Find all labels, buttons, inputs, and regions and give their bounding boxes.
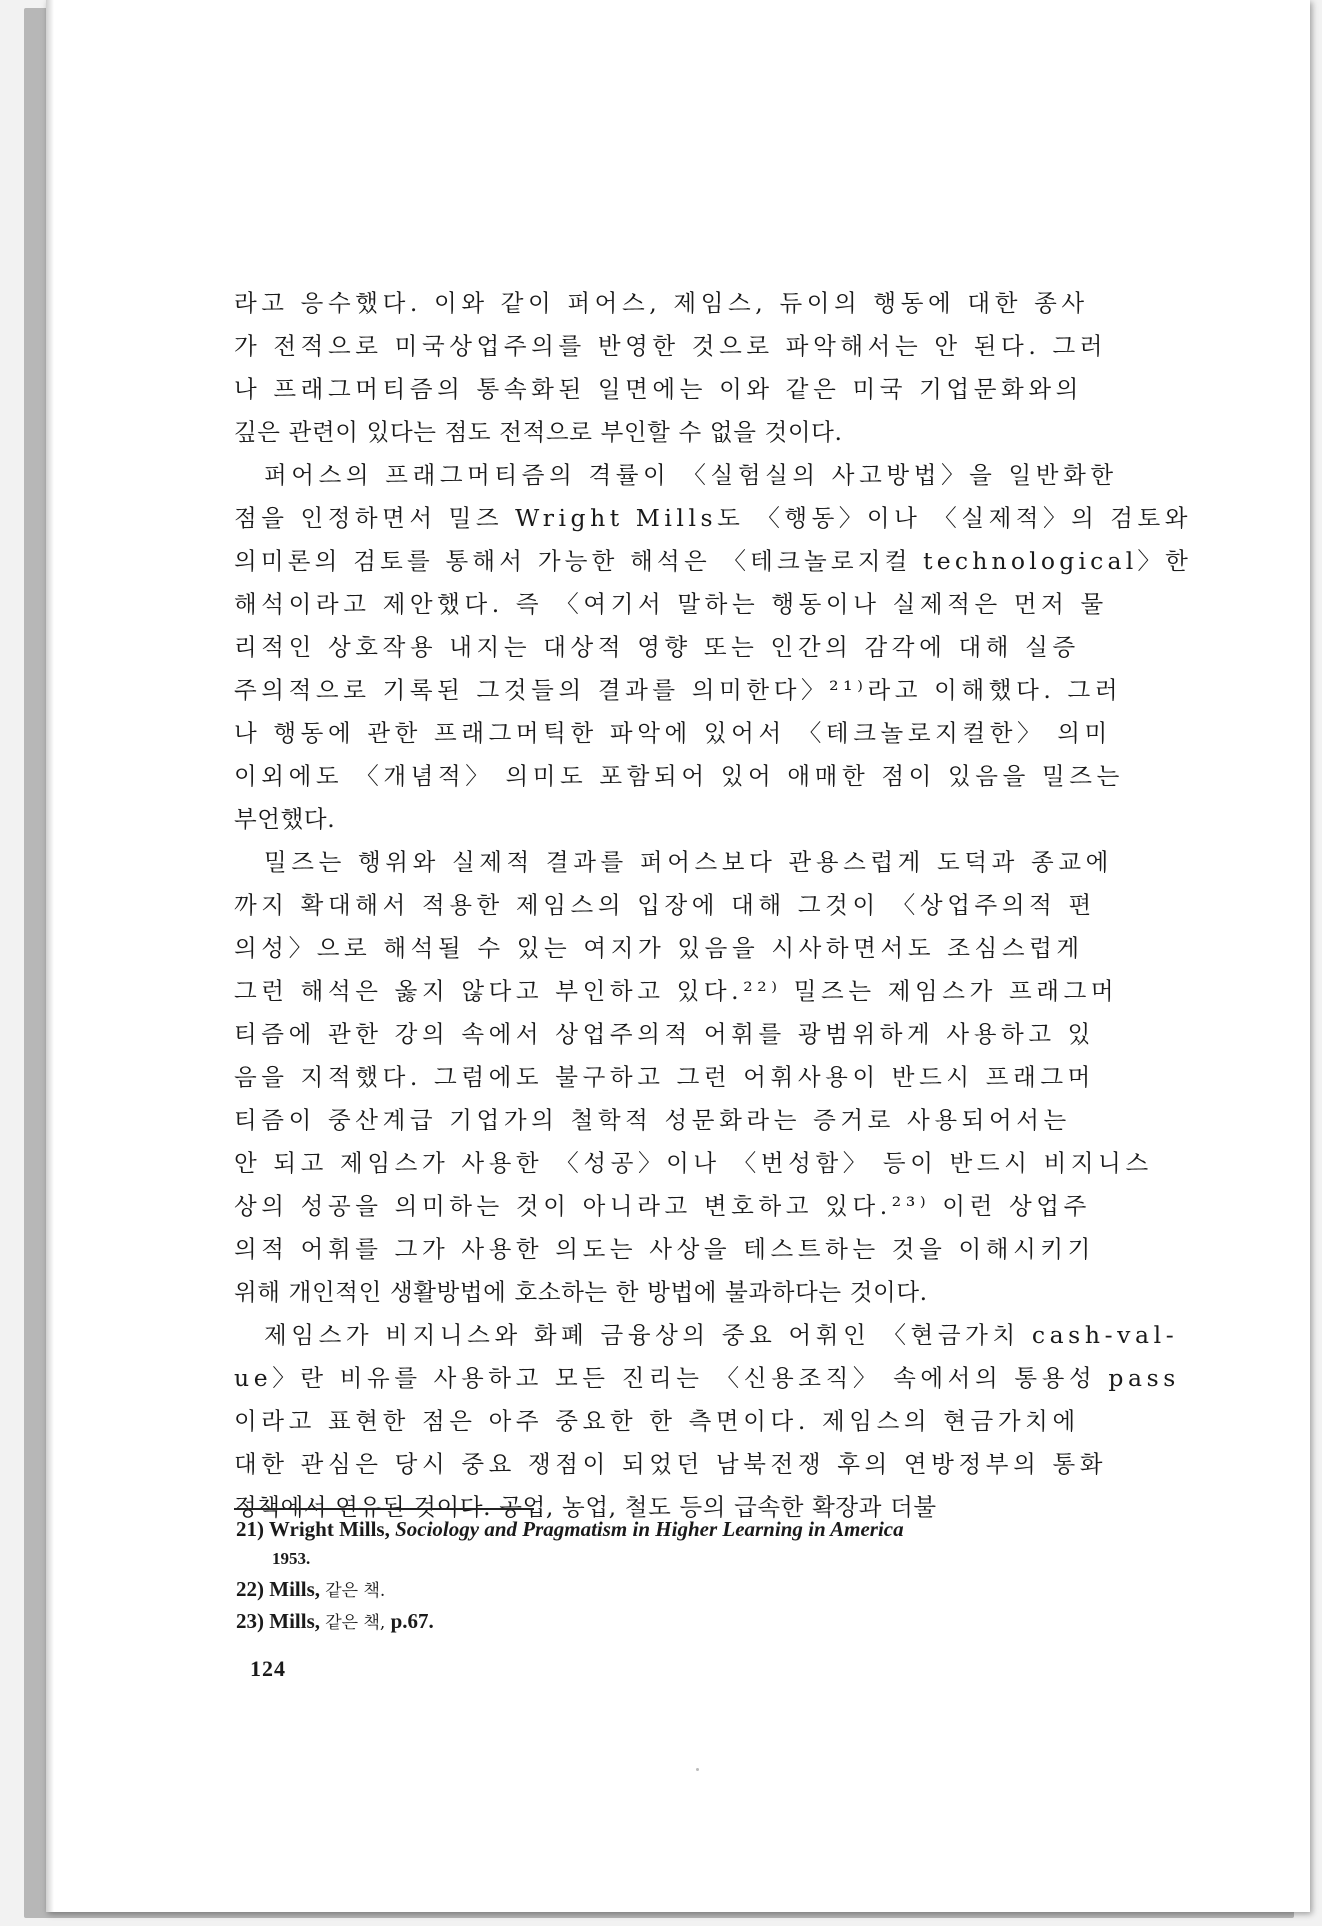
footnote-number: 23): [236, 1609, 264, 1633]
footnote-author: Mills,: [269, 1609, 320, 1633]
text-line: 티즘에 관한 강의 속에서 상업주의적 어휘를 광범위하게 사용하고 있: [234, 1020, 1095, 1048]
footnote-21: [236, 1514, 1196, 1544]
text-line: 깊은 관련이 있다는 점도 전적으로 부인할 수 없을 것이다.: [234, 418, 843, 446]
footnote-author: Wright Mills,: [268, 1517, 390, 1541]
footnote-ref: 같은 책,: [325, 1613, 386, 1633]
text-line: 티즘이 중산계급 기업가의 철학적 성문화라는 증거로 사용되어서는: [234, 1106, 1071, 1134]
footnote-ref: 같은 책.: [325, 1581, 386, 1601]
page-number: 124: [250, 1656, 286, 1681]
footnote-number: 21): [236, 1517, 264, 1541]
footnote-author: Mills,: [269, 1577, 320, 1601]
text-line: 안 되고 제임스가 사용한 〈성공〉이나 〈번성함〉 등이 반드시 비지니스: [234, 1149, 1153, 1177]
text-line: 위해 개인적인 생활방법에 호소하는 한 방법에 불과하다는 것이다.: [234, 1278, 928, 1306]
text-line: 그런 해석은 옳지 않다고 부인하고 있다.²²⁾ 밀즈는 제임스가 프래그머: [234, 977, 1119, 1005]
text-line: 점을 인정하면서 밀즈 Wright Mills도 〈행동〉이나 〈실제적〉의 검토와: [234, 504, 1192, 532]
footnotes: [236, 1514, 1196, 1638]
text-line: 부언했다.: [234, 805, 336, 833]
text-line: 라고 응수했다. 이와 같이 퍼어스, 제임스, 듀이의 행동에 대한 종사: [234, 289, 1089, 317]
text-line: 상의 성공을 의미하는 것이 아니라고 변호하고 있다.²³⁾ 이런 상업주: [234, 1192, 1091, 1220]
text-line: 대한 관심은 당시 중요 쟁점이 되었던 남북전쟁 후의 연방정부의 통화: [234, 1450, 1108, 1478]
paragraph: [234, 454, 1192, 841]
text-line: 리적인 상호작용 내지는 대상적 영향 또는 인간의 감각에 대해 실증: [234, 633, 1080, 661]
paper-speck: [696, 1768, 699, 1771]
footnote-title: Sociology and Pragmatism in Higher Learning in America: [395, 1517, 904, 1541]
text-line: ue〉란 비유를 사용하고 모든 진리는 〈신용조직〉 속에서의 통용성 pass: [234, 1364, 1180, 1392]
book-page: [46, 0, 1310, 1912]
paragraph: [234, 1314, 1192, 1529]
text-line: 나 프래그머티즘의 통속화된 일면에는 이와 같은 미국 기업문화와의: [234, 375, 1083, 403]
page-edge: [46, 0, 54, 1912]
body-text: [234, 282, 1192, 1529]
text-line: 까지 확대해서 적용한 제임스의 입장에 대해 그것이 〈상업주의적 편: [234, 891, 1096, 919]
text-line: 밀즈는 행위와 실제적 결과를 퍼어스보다 관용스럽게 도덕과 종교에: [264, 848, 1113, 876]
text-line: 의성〉으로 해석될 수 있는 여지가 있음을 시사하면서도 조심스럽게: [234, 934, 1084, 962]
text-line: 나 행동에 관한 프래그머틱한 파악에 있어서 〈테크놀로지컬한〉 의미: [234, 719, 1112, 747]
text-line: 퍼어스의 프래그머티즘의 격률이 〈실험실의 사고방법〉을 일반화한: [264, 461, 1118, 489]
text-line: 이라고 표현한 점은 아주 중요한 한 측면이다. 제임스의 현금가치에: [234, 1407, 1080, 1435]
footnote-number: 22): [236, 1577, 264, 1601]
text-line: 제임스가 비지니스와 화폐 금융상의 중요 어휘인 〈현금가치 cash-val-: [264, 1321, 1179, 1349]
text-line: 음을 지적했다. 그럼에도 불구하고 그런 어휘사용이 반드시 프래그머: [234, 1063, 1095, 1091]
footnote-21-year: 1953.: [272, 1549, 311, 1568]
text-line: 정책에서 연유된 것이다. 공업, 농업, 철도 등의 급속한 확장과 더불: [234, 1493, 937, 1521]
paragraph: [234, 841, 1192, 1314]
text-line: 이외에도 〈개념적〉 의미도 포함되어 있어 애매한 점이 있음을 밀즈는: [234, 762, 1124, 790]
footnote-page: p.67.: [390, 1609, 434, 1633]
text-line: 주의적으로 기록된 그것들의 결과를 의미한다〉²¹⁾라고 이해했다. 그러: [234, 676, 1123, 704]
text-line: 의미론의 검토를 통해서 가능한 해석은 〈테크놀로지컬 technological〉한: [234, 547, 1192, 575]
paragraph: [234, 282, 1192, 454]
footnote-23: [236, 1606, 1196, 1638]
text-line: 가 전적으로 미국상업주의를 반영한 것으로 파악해서는 안 된다. 그러: [234, 332, 1108, 360]
footnote-rule: [234, 1508, 534, 1510]
footnote-22: [236, 1574, 1196, 1606]
text-line: 해석이라고 제안했다. 즉 〈여기서 말하는 행동이나 실제적은 먼저 물: [234, 590, 1108, 618]
text-line: 의적 어휘를 그가 사용한 의도는 사상을 테스트하는 것을 이해시키기: [234, 1235, 1095, 1263]
